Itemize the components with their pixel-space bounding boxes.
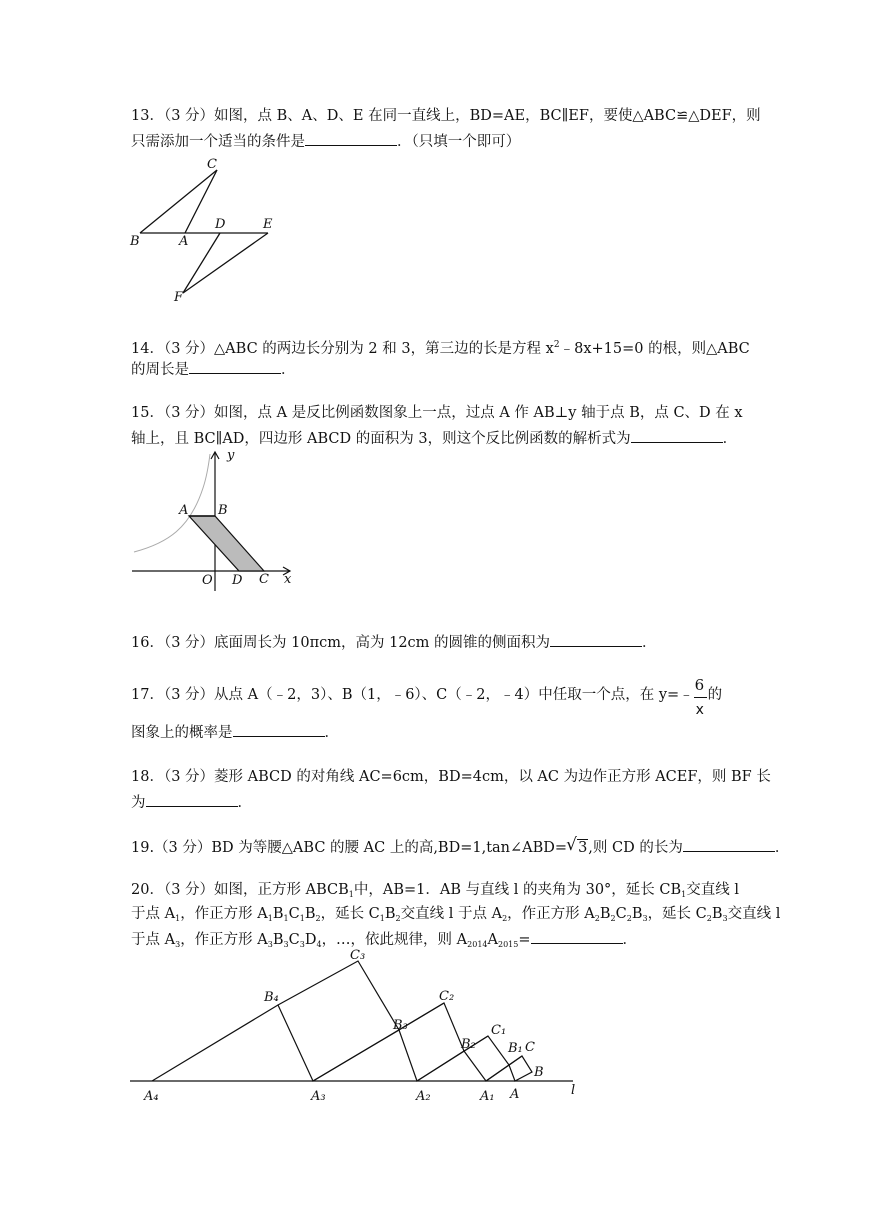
q13-label-f: F	[174, 290, 184, 305]
q20-label-b: B	[534, 1065, 544, 1080]
text-fragment: A	[487, 932, 498, 948]
q13-text: 只需添加一个适当的条件是	[131, 134, 305, 150]
text-fragment: =	[518, 932, 531, 948]
q17-text: 17．（3 分）从点 A（﹣2，3）、B（1，﹣6）、C（﹣2，﹣4）中任取一个点，在 y=﹣	[131, 687, 694, 703]
subscript: 2015	[498, 940, 519, 949]
text-fragment: B	[272, 906, 284, 922]
q15-label-x: x	[284, 572, 292, 587]
q13-line1: 13．（3 分）如图，点 B、A、D、E 在同一直线上，BD=AE，BC∥EF，要使△ABC≌△DEF，则	[131, 108, 761, 124]
q17-frac-denominator: x	[695, 702, 704, 718]
q20-label-c: C	[525, 1040, 535, 1055]
q16-text-end: ．	[642, 635, 657, 651]
q17-frac-bar	[694, 697, 707, 698]
subscript: 2	[626, 914, 632, 923]
subscript: 3	[722, 914, 728, 923]
q16-line1	[131, 631, 657, 653]
q15-text-end: ．	[722, 431, 738, 447]
subscript: 1	[299, 914, 305, 923]
subscript: 3	[175, 940, 181, 949]
subscript: 3	[299, 940, 305, 949]
q14-exponent: 2	[553, 340, 560, 350]
q20-figure	[128, 945, 598, 1105]
subscript: 3	[642, 914, 648, 923]
q20-answer-blank[interactable]	[531, 928, 623, 944]
q15-text: 轴上，且 BC∥AD，四边形 ABCD 的面积为 3，则这个反比例函数的解析式为	[131, 431, 631, 447]
q13-text-end: ．（只填一个即可）	[397, 134, 521, 150]
q16-text: 16．（3 分）底面周长为 10πcm，高为 12cm 的圆锥的侧面积为	[131, 635, 551, 651]
subscript: 3	[283, 940, 289, 949]
text-fragment: ，延长 C	[647, 906, 707, 922]
text-fragment: C	[288, 906, 300, 922]
q13-answer-blank[interactable]	[305, 130, 397, 146]
text-fragment: B	[304, 906, 316, 922]
q13-label-a: A	[179, 234, 189, 249]
subscript: 3	[267, 940, 273, 949]
q15-line2	[131, 427, 737, 449]
subscript: 1	[175, 914, 181, 923]
q20-label-a3: A₃	[311, 1089, 326, 1104]
q20-label-b1: B₁	[508, 1041, 523, 1056]
text-fragment: ，作正方形 A	[180, 932, 268, 948]
q19-sqrt	[567, 838, 588, 858]
q14-text-end: ．	[281, 362, 296, 378]
q15-line1: 15．（3 分）如图，点 A 是反比例函数图象上一点，过点 A 作 AB⊥y 轴于点 B，点 C、D 在 x	[131, 405, 743, 421]
text-fragment: C	[615, 906, 627, 922]
q15-label-d: D	[232, 573, 243, 588]
text-fragment: C	[288, 932, 300, 948]
q13-line2	[131, 130, 520, 152]
q20-label-l: l	[571, 1083, 576, 1098]
q20-label-b3: B₃	[393, 1018, 408, 1033]
q13-label-d: D	[215, 217, 226, 232]
q20-label-c2: C₂	[439, 989, 455, 1004]
subscript: 2	[315, 914, 321, 923]
subscript: 2	[395, 914, 401, 923]
q16-answer-blank[interactable]	[550, 631, 642, 647]
subscript: 2	[610, 914, 616, 923]
q18-line2	[131, 791, 252, 813]
q20-label-c1: C₁	[491, 1023, 507, 1038]
text-fragment: 交直线 l 于点 A	[400, 906, 503, 922]
text-fragment: ，作正方形 A	[507, 906, 595, 922]
q17-text-2: 的	[707, 687, 723, 703]
q17-line2	[131, 721, 339, 743]
text-fragment: B	[631, 906, 643, 922]
subscript: 4	[316, 940, 322, 949]
q20-label-a1: A₁	[480, 1089, 495, 1104]
text-fragment: B	[599, 906, 611, 922]
q15-label-o: O	[202, 573, 213, 588]
q19-answer-blank[interactable]	[683, 836, 775, 852]
q17-fraction	[694, 676, 708, 718]
q13-label-b: B	[130, 234, 140, 249]
text-fragment: ．	[622, 932, 638, 948]
text-fragment: 交直线 l	[727, 906, 781, 922]
q18-answer-blank[interactable]	[146, 791, 238, 807]
q20-line2	[131, 904, 780, 929]
subscript: 1	[379, 914, 385, 923]
subscript: 1	[681, 890, 687, 899]
q15-label-a: A	[179, 503, 189, 518]
text-fragment: B	[384, 906, 396, 922]
text-fragment: ，作正方形 A	[180, 906, 268, 922]
q13-label-e: E	[263, 217, 273, 232]
subscript: 2	[594, 914, 600, 923]
q15-label-b: B	[218, 503, 228, 518]
q17-frac-numerator: 6	[694, 676, 705, 694]
q13-label-c: C	[207, 157, 217, 172]
q20-label-c3: C₃	[350, 948, 366, 963]
q20-line1	[131, 880, 739, 905]
q19-text-2: ,则 CD 的长为	[588, 840, 683, 856]
text-fragment: 于点 A	[131, 932, 176, 948]
q17-text-end: ．	[324, 725, 339, 741]
q14-text-2: ﹣8x+15=0 的根，则△ABC	[559, 341, 750, 357]
q20-label-b4: B₄	[264, 990, 279, 1005]
text-fragment: ，…，依此规律，则 A	[321, 932, 468, 948]
q15-figure	[128, 448, 303, 598]
text-fragment: ，延长 C	[320, 906, 380, 922]
q15-label-c: C	[259, 572, 269, 587]
text-fragment: B	[272, 932, 284, 948]
q15-label-y: y	[227, 448, 235, 463]
q17-line1	[131, 676, 723, 718]
q18-line1: 18．（3 分）菱形 ABCD 的对角线 AC=6cm，BD=4cm，以 AC 为边作正方形 ACEF，则 BF 长	[131, 769, 771, 785]
q14-answer-blank[interactable]	[189, 358, 281, 374]
subscript: 2	[706, 914, 712, 923]
subscript: 1	[348, 890, 354, 899]
text-fragment: 于点 A	[131, 906, 176, 922]
q14-text-3: 的周长是	[131, 362, 189, 378]
q19-sqrt-value: 3	[578, 840, 588, 856]
q19-text-end: ．	[774, 840, 790, 856]
q18-text-end: ．	[237, 795, 252, 811]
text-fragment: B	[711, 906, 723, 922]
q19-text: 19.（3 分）BD 为等腰△ABC 的腰 AC 上的高,BD=1,tan∠ABD=	[131, 840, 568, 856]
q20-label-b2: B₂	[461, 1037, 476, 1052]
q14-line2	[131, 358, 296, 380]
text-fragment: 中，AB=1．AB 与直线 l 的夹角为 30°，延长 CB	[353, 882, 682, 898]
q14-line1	[131, 335, 750, 359]
q18-text: 为	[131, 795, 146, 811]
q15-answer-blank[interactable]	[631, 427, 723, 443]
subscript: 2	[502, 914, 508, 923]
q20-label-a2: A₂	[416, 1089, 431, 1104]
q17-answer-blank[interactable]	[233, 721, 325, 737]
text-fragment: D	[304, 932, 317, 948]
text-fragment: 交直线 l	[686, 882, 739, 898]
subscript: 1	[283, 914, 289, 923]
q19-line1	[131, 836, 789, 858]
q13-figure	[128, 155, 288, 305]
q14-text: 14．（3 分）△ABC 的两边长分别为 2 和 3，第三边的长是方程 x	[131, 341, 554, 357]
q17-text-3: 图象上的概率是	[131, 725, 233, 741]
subscript: 2014	[467, 940, 488, 949]
q20-label-a: A	[510, 1087, 520, 1102]
text-fragment: 20．（3 分）如图，正方形 ABCB	[131, 882, 349, 898]
subscript: 1	[267, 914, 273, 923]
q20-label-a4: A₄	[144, 1089, 159, 1104]
